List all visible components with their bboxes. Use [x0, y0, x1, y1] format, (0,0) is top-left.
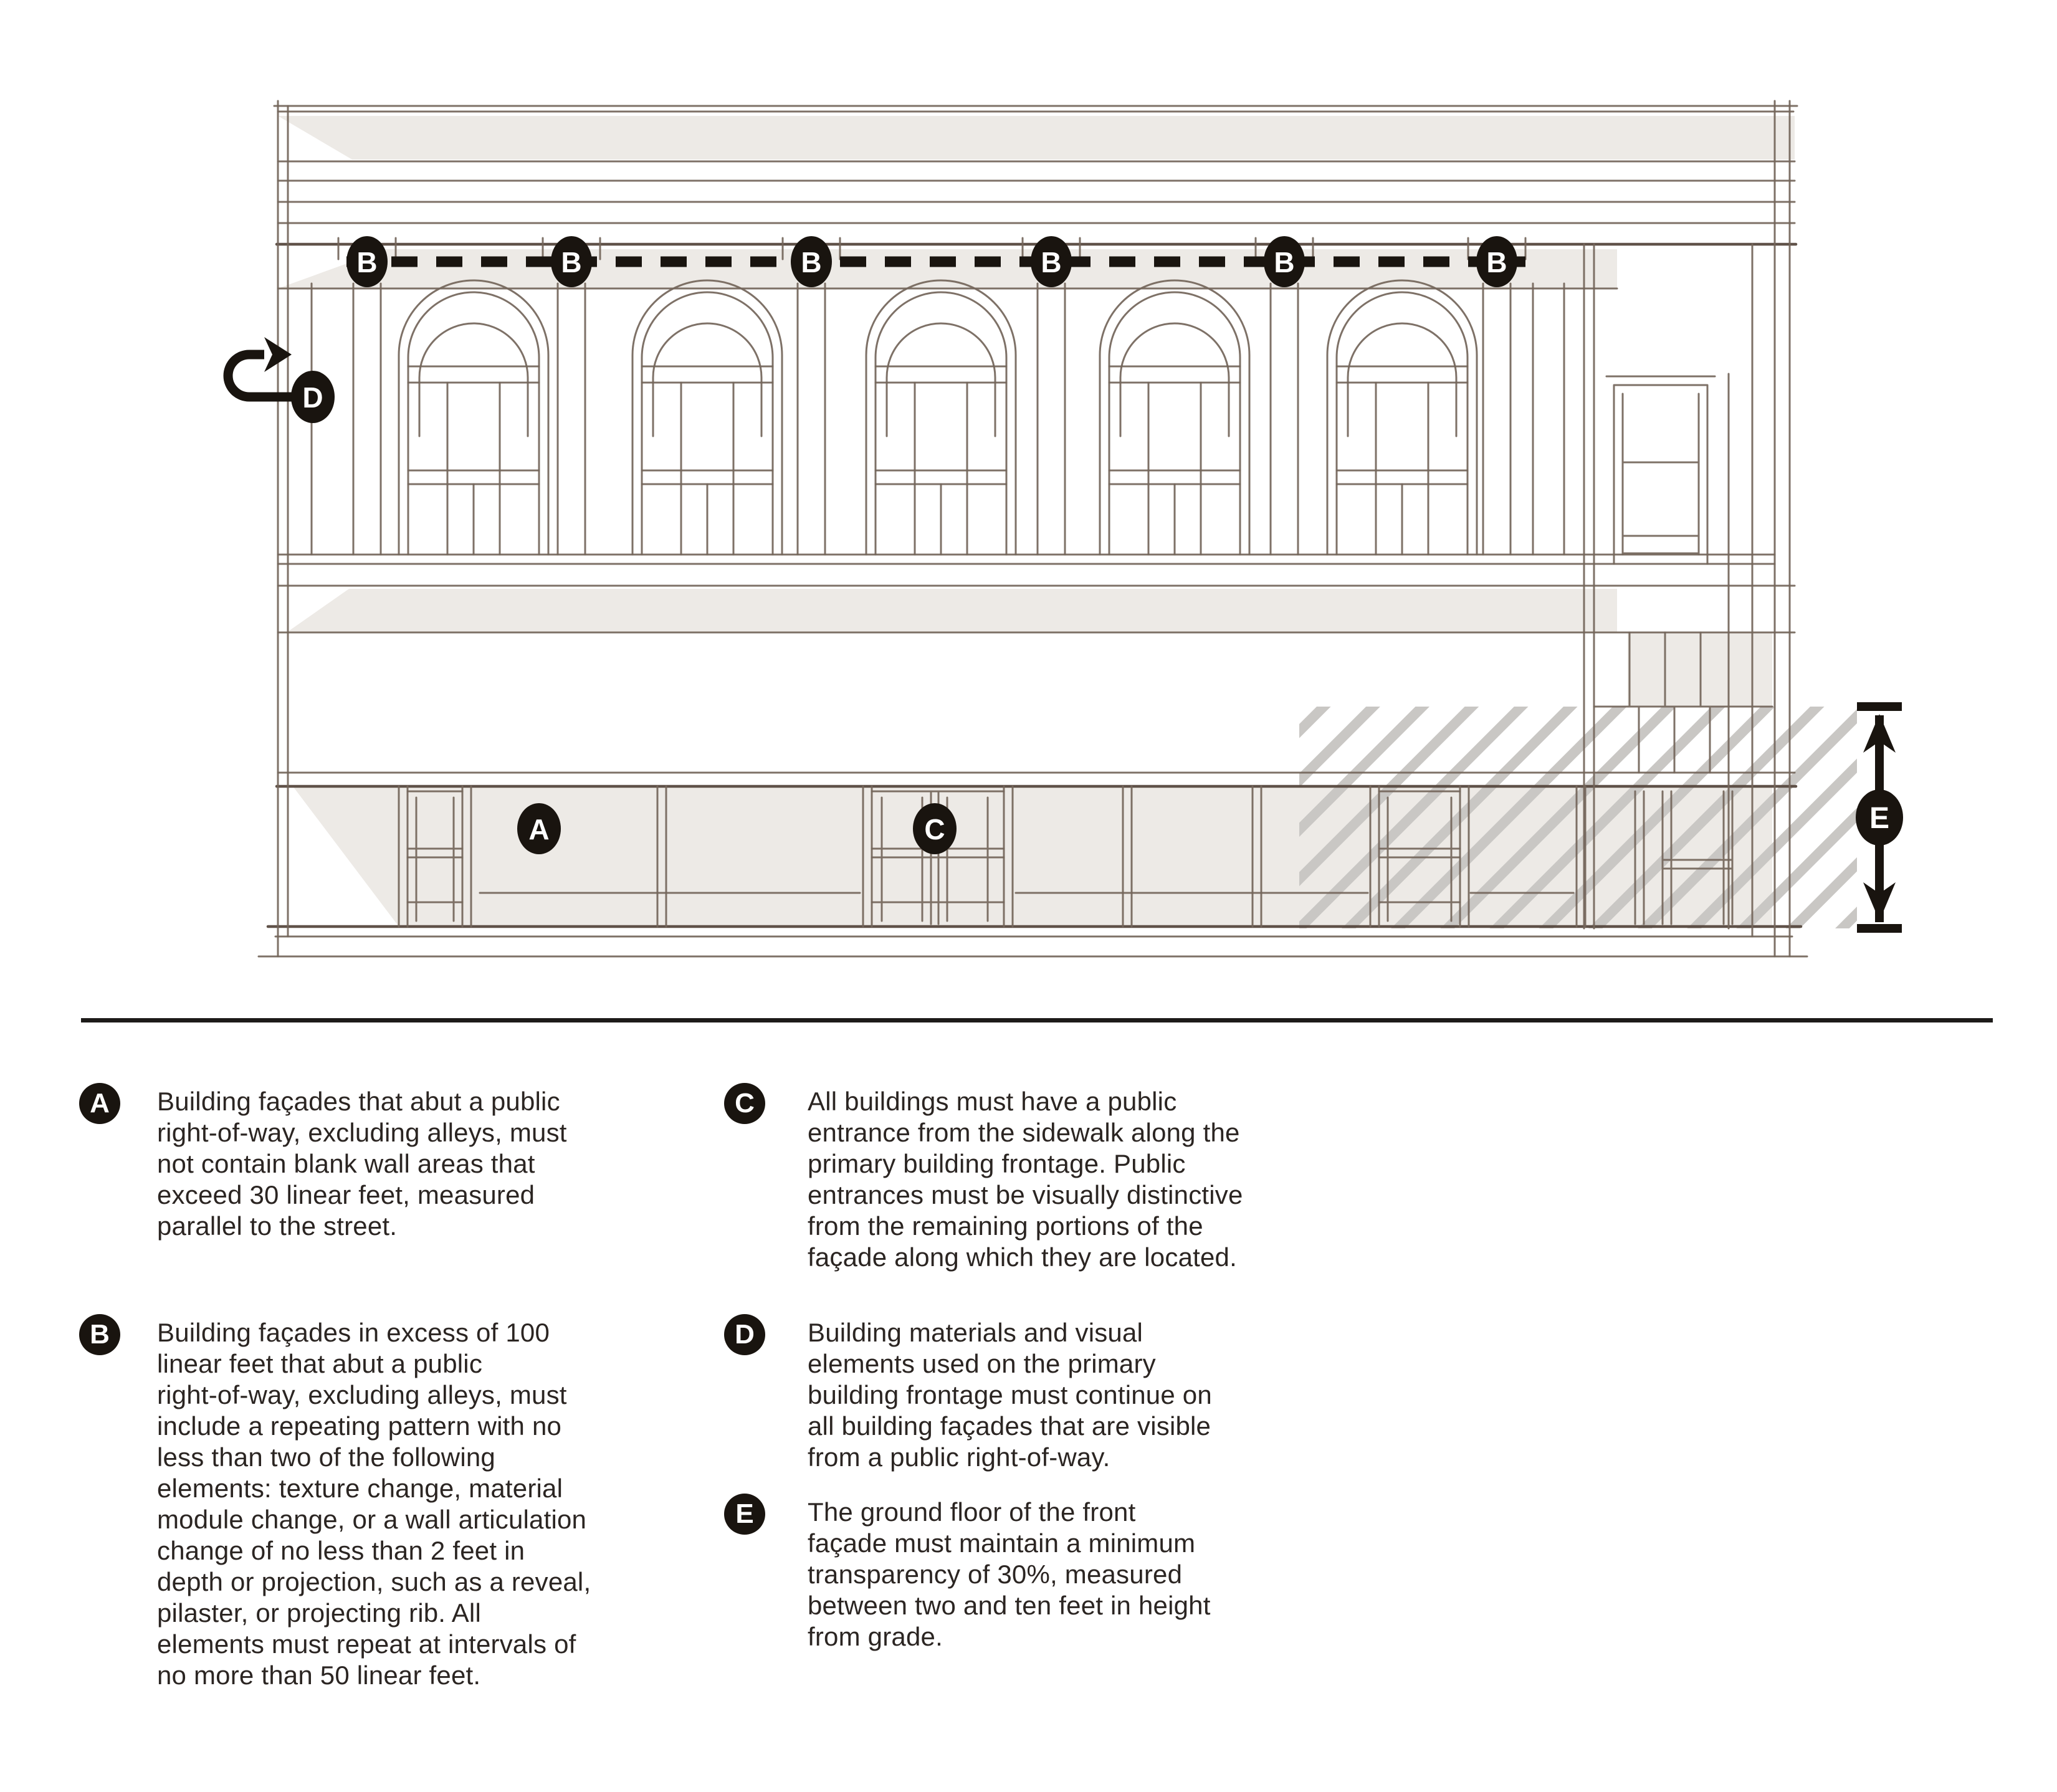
- legend-text-c: All buildings must have a public entrance from the sidewalk along the primary building frontage. Public entrances must be visually distinctive from the remaining portions of the façade along which they are located.: [808, 1087, 1243, 1272]
- transparency-zone-hatch: [1299, 707, 1857, 928]
- legend-badge-e: E: [724, 1494, 765, 1535]
- callout-e: E: [1869, 802, 1890, 835]
- callout-a-group: [517, 803, 561, 854]
- callout-c-group: [913, 803, 957, 854]
- callout-b-5: B: [1274, 246, 1295, 279]
- callout-b-1: B: [356, 246, 378, 279]
- callout-a: A: [528, 813, 550, 846]
- callout-b-4: B: [1041, 246, 1062, 279]
- callout-b-3: B: [801, 246, 822, 279]
- fascia-shade: [287, 589, 1617, 632]
- legend-text-d: Building materials and visual elements used on the primary building frontage must continue on all building façades that are visible from a public right-of-way.: [808, 1318, 1212, 1472]
- legend-text-a: Building façades that abut a public right-of-way, excluding alleys, must not contain blank wall areas that exceed 30 linear feet, measured parallel to the street.: [157, 1087, 567, 1241]
- section-divider: [81, 1018, 1993, 1022]
- callout-d-group: [228, 337, 335, 423]
- dimension-top-bar: [1857, 702, 1902, 711]
- legend-badge-a: A: [79, 1083, 120, 1124]
- arched-windows: [399, 280, 1477, 555]
- parapet-shade: [278, 116, 1795, 160]
- legend-text-b: Building façades in excess of 100 linear feet that abut a public right-of-way, excluding alleys, must include a repeating pattern with no less than two of the following elements: texture change, material module change, or a wall articulation change of no less than 2 feet in depth or projection, such as a reveal, pilaster, or projecting rib. All elements must repeat at intervals of no more than 50 linear feet.: [157, 1318, 591, 1690]
- legend-badge-c: C: [724, 1083, 765, 1124]
- legend-badge-b: B: [79, 1314, 120, 1355]
- callout-c: C: [924, 813, 945, 846]
- callout-b-2: B: [561, 246, 582, 279]
- dimension-bottom-bar: [1857, 924, 1902, 933]
- callout-b-6: B: [1486, 246, 1507, 279]
- legend-badge-d: D: [724, 1314, 765, 1355]
- callout-e-group: [1856, 702, 1903, 933]
- callout-d: D: [302, 381, 323, 414]
- legend-text-e: The ground floor of the front façade must maintain a minimum transparency of 30%, measured between two and ten feet in height from grade.: [808, 1497, 1211, 1651]
